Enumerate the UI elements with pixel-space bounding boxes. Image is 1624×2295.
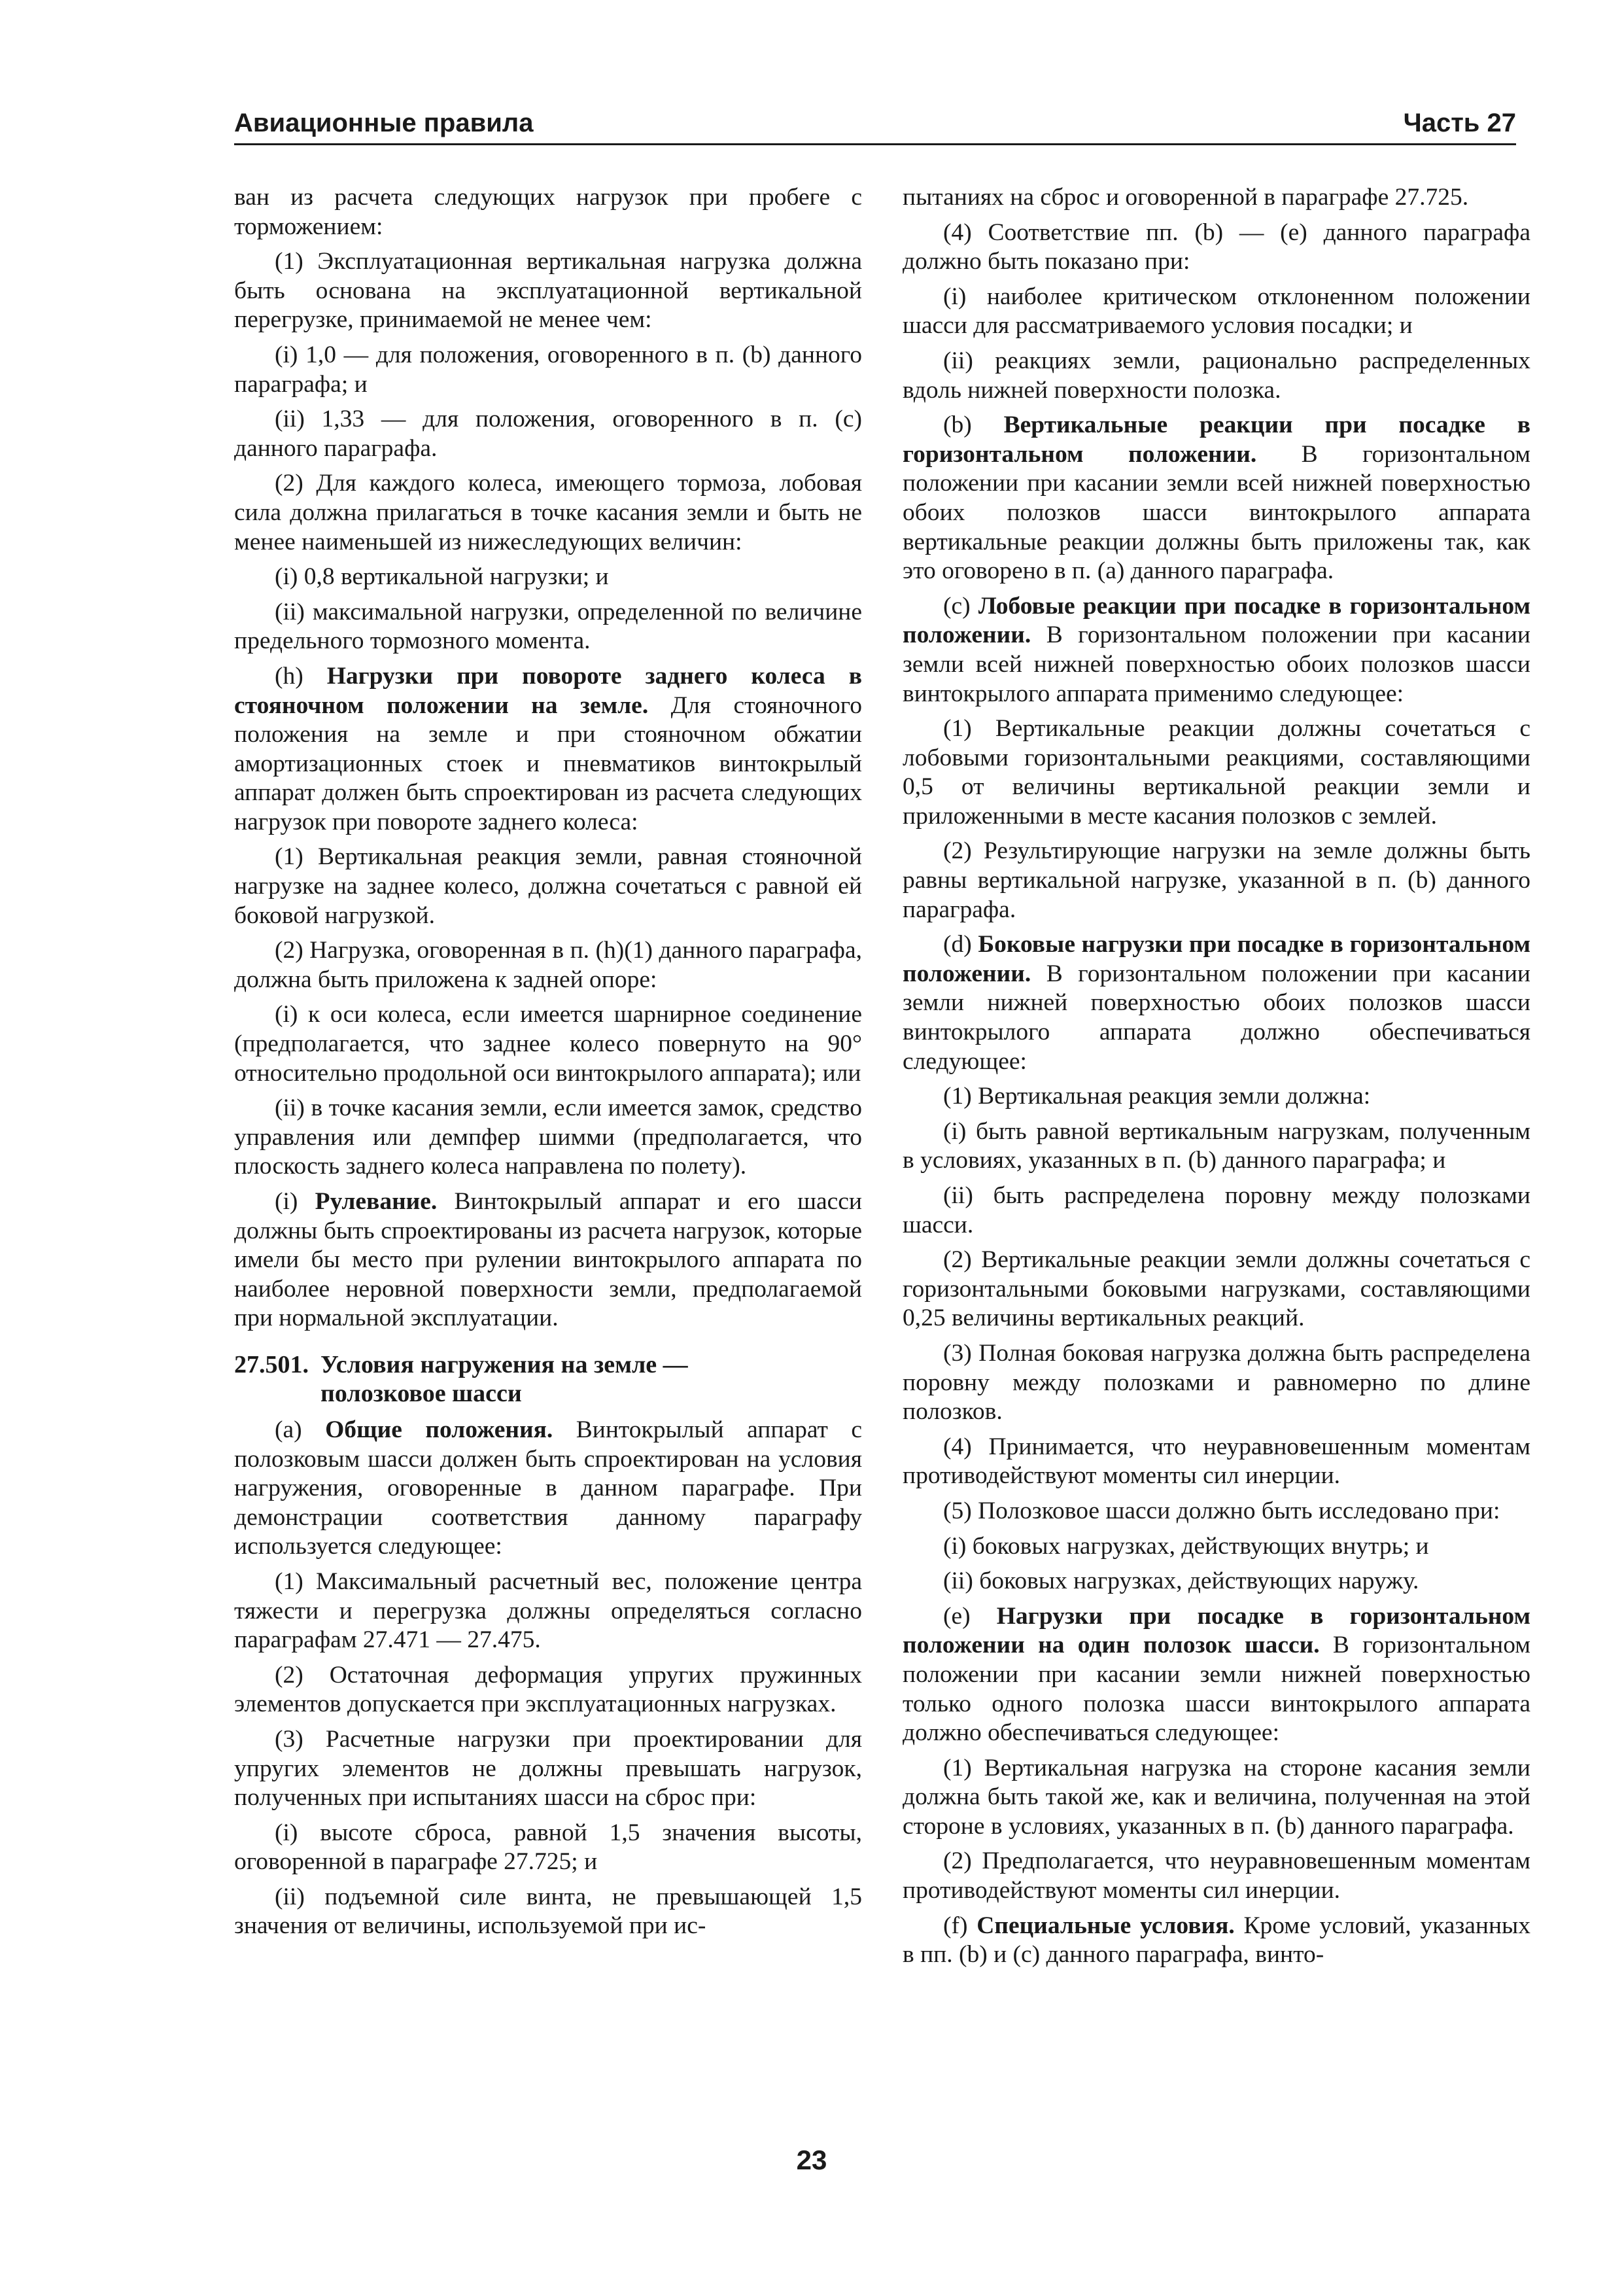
page-number: 23 (796, 2145, 827, 2175)
subheading: Общие положения. (325, 1416, 553, 1443)
left-column (234, 183, 862, 2146)
paragraph: (1) Вертикальная нагрузка на стороне касания земли должна быть такой же, как и величина, полученная на этой стороне в условиях, указанных в п. (b) данного параграфа. (903, 1754, 1530, 1840)
paragraph-text: Винтокрылый аппарат с полозковым шасси должен быть спроектирован на условия нагружения, оговоренные в данном параграфе. При демонстрации соответствия данному параграфу используется следующее: (234, 1416, 862, 1560)
paragraph: (3) Расчетные нагрузки при проектировании для упругих элементов не должны превышать нагрузок, полученных при испытаниях шасси на сброс при: (234, 1725, 862, 1812)
subheading: Боковые нагрузки при посадке в горизонтальном положении. (903, 931, 1530, 987)
paragraph: (i) к оси колеса, если имеется шарнирное соединение (предполагается, что заднее колесо повернуто на 90° относительно продольной оси винтокрылого аппарата); или (234, 1001, 862, 1087)
paragraph: (ii) боковых нагрузках, действующих наружу. (943, 1568, 1419, 1595)
paragraph: (3) Полная боковая нагрузка должна быть распределена поровну между полозками и равномерно по длине полозков. (903, 1339, 1530, 1426)
paragraph: (1) Эксплуатационная вертикальная нагрузка должна быть основана на эксплуатационной вертикальной перегрузке, принимаемой не менее чем: (234, 248, 862, 334)
running-header (234, 105, 1516, 145)
section-heading (234, 1350, 862, 1408)
item-marker: (d) (943, 931, 978, 958)
paragraph: (ii) реакциях земли, рационально распределенных вдоль нижней поверхности полозка. (903, 347, 1530, 404)
paragraph: (1) Вертикальная реакция земли, равная стояночной нагрузке на заднее колесо, должна сочетаться с равной ей боковой нагрузкой. (234, 843, 862, 929)
subheading: Лобовые реакции при посадке в горизонтальном положении. (903, 592, 1530, 649)
paragraph-h (234, 662, 862, 837)
item-marker: (h) (275, 662, 327, 690)
paragraph-c (903, 592, 1530, 709)
subheading: Рулевание. (315, 1188, 438, 1215)
section-title (320, 1350, 688, 1408)
item-marker: (с) (943, 592, 978, 620)
paragraph: (ii) в точке касания земли, если имеется замок, средство управления или демпфер шимми (предполагается, что плоскость заднего колеса направлена по полету). (234, 1095, 862, 1180)
paragraph: (1) Максимальный расчетный вес, положение центра тяжести и перегрузка должны определяться согласно параграфам 27.471 — 27.475. (234, 1568, 862, 1654)
paragraph-i (234, 1187, 862, 1333)
paragraph: (i) высоте сброса, равной 1,5 значения высоты, оговоренной в параграфе 27.725; и (234, 1819, 862, 1876)
paragraph: (i) боковых нагрузках, действующих внутрь; и (943, 1532, 1429, 1560)
paragraph: (2) Предполагается, что неуравновешенным моментам противодействуют моменты сил инерции. (903, 1848, 1530, 1904)
paragraph-a (234, 1416, 862, 1562)
header-title: Авиационные правила (234, 109, 534, 137)
paragraph-text: Для стояночного положения на земле и при стояночном обжатии амортизационных стоек и пневматиков винтокрылый аппарат должен быть спроектирован из расчета следующих нагрузок при повороте заднего колеса: (234, 692, 862, 835)
paragraph: (i) 0,8 вертикальной нагрузки; и (275, 563, 609, 591)
right-column (903, 183, 1530, 2146)
header-part: Часть 27 (1403, 109, 1516, 137)
section-number: 27.501. (234, 1350, 309, 1378)
item-marker: (f) (943, 1912, 977, 1939)
section-title-line-1: Условия нагружения на земле — (320, 1350, 688, 1378)
paragraph: (5) Полозковое шасси должно быть исследовано при: (943, 1497, 1500, 1524)
paragraph: (2) Нагрузка, оговоренная в п. (h)(1) данного параграфа, должна быть приложена к задней опоре: (234, 937, 862, 993)
paragraph: (ii) быть распределена поровну между полозками шасси. (903, 1182, 1530, 1238)
paragraph: (ii) максимальной нагрузки, определенной по величине предельного тормозного момента. (234, 598, 862, 655)
paragraph-text: Кроме условий, указанных в пп. (b) и (с) данного параграфа, винто- (903, 1912, 1530, 1969)
item-marker: (е) (943, 1602, 997, 1630)
paragraph-text: Винтокрылый аппарат и его шасси должны быть спроектированы из расчета нагрузок, которые имели бы место при рулении винтокрылого аппарата по наиболее неровной поверхности земли, предполагаемой при нормальной эксплуатации. (234, 1188, 862, 1332)
paragraph: (1) Вертикальные реакции должны сочетаться с лобовыми горизонтальными реакциями, составляющими 0,5 от величины вертикальной реакции земли и приложенными в месте касания полозков с землей. (903, 715, 1530, 830)
paragraph-f (903, 1912, 1530, 1970)
paragraph-b (903, 411, 1530, 586)
paragraph: (2) Остаточная деформация упругих пружинных элементов допускается при эксплуатационных нагрузках. (234, 1661, 862, 1718)
paragraph-text: В горизонтальном положении при касании земли всей нижней поверхностью обоих полозков шасси винтокрылого аппарата применимо следующее: (903, 622, 1530, 707)
paragraph: (1) Вертикальная реакция земли должна: (943, 1083, 1371, 1110)
subheading: Нагрузки при посадке в горизонтальном положении на один полозок шасси. (903, 1602, 1530, 1659)
section-title-line-2: полозковое шасси (320, 1379, 522, 1407)
paragraph: (2) Вертикальные реакции земли должны сочетаться с горизонтальными боковыми нагрузками, составляющими 0,25 величины вертикальных реакций. (903, 1246, 1530, 1332)
item-marker: (b) (943, 412, 1004, 439)
paragraph-d (903, 930, 1530, 1076)
paragraph: (i) наиболее критическом отклоненном положении шасси для рассматриваемого условия посадки; и (903, 283, 1530, 340)
paragraph: (i) быть равной вертикальным нагрузкам, полученным в условиях, указанных в п. (b) данного параграфа; и (903, 1117, 1530, 1174)
item-marker: (а) (275, 1416, 326, 1443)
paragraph: ван из расчета следующих нагрузок при пробеге с торможением: (234, 184, 862, 240)
subheading: Специальные условия. (976, 1912, 1235, 1939)
paragraph: пытаниях на сброс и оговоренной в параграфе 27.725. (903, 184, 1469, 211)
paragraph: (ii) подъемной силе винта, не превышающей 1,5 значения от величины, используемой при ис- (234, 1883, 862, 1940)
paragraph: (i) 1,0 — для положения, оговоренного в п. (b) данного параграфа; и (234, 341, 862, 398)
paragraph: (2) Для каждого колеса, имеющего тормоза, лобовая сила должна прилагаться в точке касания земли и быть не менее наименьшей из нижеследующих величин: (234, 470, 862, 555)
item-marker: (i) (275, 1188, 315, 1215)
subheading: Нагрузки при повороте заднего колеса в стояночном положении на земле. (234, 662, 862, 719)
paragraph-text: В горизонтальном положении при касании земли нижней поверхностью только одного полозка шасси винтокрылого аппарата должно обеспечиваться следующее: (903, 1632, 1530, 1747)
paragraph: (ii) 1,33 — для положения, оговоренного в п. (c) данного параграфа. (234, 406, 862, 462)
paragraph: (4) Соответствие пп. (b) — (e) данного параграфа должно быть показано при: (903, 219, 1530, 275)
paragraph: (2) Результирующие нагрузки на земле должны быть равны вертикальной нагрузке, указанной в п. (b) данного параграфа. (903, 837, 1530, 923)
paragraph-e (903, 1602, 1530, 1748)
paragraph-text: В горизонтальном положении при касании земли нижней поверхностью обоих полозков шасси винтокрылого аппарата должно обеспечиваться следующее: (903, 960, 1530, 1075)
paragraph: (4) Принимается, что неуравновешенным моментам противодействуют моменты сил инерции. (903, 1433, 1530, 1490)
subheading: Вертикальные реакции при посадке в горизонтальном положении. (903, 412, 1530, 468)
paragraph-text: В горизонтальном положении при касании земли всей нижней поверхностью обоих полозков шасси винтокрылого аппарата вертикальные реакции должны быть приложены так, как это оговорено в п. (а) данного параграфа. (903, 440, 1530, 585)
